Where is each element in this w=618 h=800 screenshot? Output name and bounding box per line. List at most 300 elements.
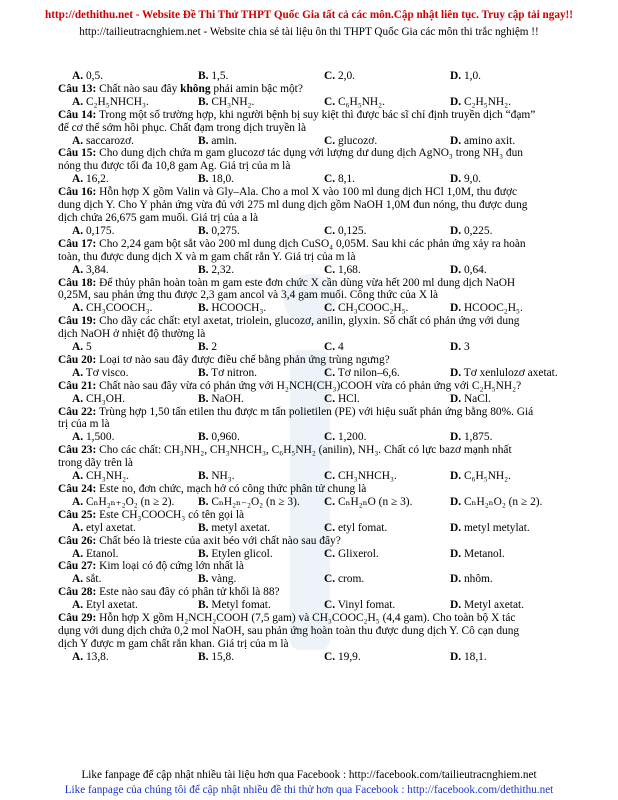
question-number: Câu 20: bbox=[58, 353, 97, 366]
question-number: Câu 14: bbox=[58, 108, 97, 121]
answer-option-text: NaOH. bbox=[211, 392, 244, 405]
answer-option-letter: C. bbox=[324, 263, 336, 276]
question-line bbox=[58, 186, 563, 199]
answer-option-text: 13,8. bbox=[85, 650, 109, 663]
answer-option-letter: B. bbox=[198, 70, 209, 82]
question-number: Câu 13: bbox=[58, 82, 97, 95]
answer-option-text: amin. bbox=[211, 134, 237, 147]
question-text-continued: để cơ thể sớm hồi phục. Chất đạm trong dịch truyền là bbox=[58, 121, 307, 134]
answer-option-text: 0,125. bbox=[337, 224, 367, 237]
question-text: Cho các chất: CH₃NH₂, CH₃NHCH₃, C₆H₅NH₂ (anilin), NH₃. Chất có lực bazơ mạnh nhất bbox=[96, 444, 512, 457]
answer-option-letter: C. bbox=[324, 547, 336, 560]
answer-option-letter: D. bbox=[450, 302, 462, 315]
question-number: Câu 18: bbox=[58, 276, 97, 289]
answer-option[interactable] bbox=[184, 96, 310, 109]
answer-option-text: 5 bbox=[85, 341, 92, 354]
question-line bbox=[58, 380, 563, 393]
question-text: Cho dung dịch chứa m gam glucozơ tác dụng với lượng dư dung dịch AgNO₃ trong NH₃ đun bbox=[96, 147, 523, 160]
answer-option-text: sắt. bbox=[85, 573, 102, 586]
answer-option-text: CH₃COOC₂H₅. bbox=[337, 302, 409, 315]
answer-option-letter: A. bbox=[72, 95, 84, 108]
answer-option-letter: C. bbox=[324, 599, 336, 612]
answer-option-text: CH₃COOCH₃. bbox=[85, 302, 153, 315]
answer-option-text: CₙH₂ₙ₋₂O₂ (n ≥ 3). bbox=[211, 495, 300, 508]
answer-option-letter: A. bbox=[72, 495, 84, 508]
answer-option-letter: B. bbox=[198, 650, 209, 663]
answer-option-text: 3 bbox=[463, 341, 470, 354]
answer-option-letter: D. bbox=[450, 341, 462, 354]
answer-option-letter: C. bbox=[324, 521, 336, 534]
answer-option[interactable] bbox=[436, 225, 562, 238]
answer-option-letter: C. bbox=[324, 341, 336, 354]
answer-option-text: C₆H₅NH₂. bbox=[463, 470, 511, 483]
question-line bbox=[58, 612, 563, 625]
answer-option-letter: B. bbox=[198, 95, 209, 108]
answer-option-letter: D. bbox=[450, 224, 462, 237]
answer-option-letter: A. bbox=[72, 70, 84, 82]
question-number: Câu 19: bbox=[58, 315, 97, 328]
header-link-dethithu[interactable]: http://dethithu.net - Website Đề Thi Thử THPT Quốc Gia tất cả các môn.Cập nhật liên tục. Truy cập tải ngay!! bbox=[44, 9, 573, 21]
answer-option[interactable] bbox=[184, 599, 310, 612]
answer-option[interactable] bbox=[436, 470, 562, 483]
exam-questions bbox=[58, 70, 563, 664]
answer-option-text: Metyl axetat. bbox=[463, 599, 525, 612]
answer-option[interactable] bbox=[310, 496, 436, 509]
answer-option[interactable] bbox=[184, 264, 310, 277]
answer-options-row bbox=[58, 135, 563, 148]
answer-option-text: saccarozơ. bbox=[85, 134, 135, 147]
answer-option-text: metyl metylat. bbox=[463, 521, 530, 534]
answer-option-text: Tơ xenlulozơ axetat. bbox=[463, 366, 558, 379]
answer-option-text: CₙH₂ₙO₂ (n ≥ 2). bbox=[463, 495, 543, 508]
answer-option[interactable] bbox=[436, 173, 562, 186]
answer-options-row bbox=[58, 548, 563, 561]
answer-option-text: 18,0. bbox=[211, 173, 235, 186]
answer-option[interactable] bbox=[58, 135, 184, 148]
answer-option[interactable] bbox=[58, 225, 184, 238]
answer-options-row bbox=[58, 173, 563, 186]
answer-option[interactable] bbox=[184, 548, 310, 561]
question-number: Câu 22: bbox=[58, 405, 97, 418]
answer-option-letter: D. bbox=[450, 70, 462, 82]
question-number: Câu 15: bbox=[58, 147, 97, 160]
answer-option-text: Etylen glicol. bbox=[211, 547, 273, 560]
answer-option[interactable] bbox=[436, 367, 562, 380]
question-line bbox=[58, 109, 563, 122]
answer-option-text: 16,2. bbox=[85, 173, 109, 186]
answer-option[interactable] bbox=[310, 367, 436, 380]
answer-option-text: nhôm. bbox=[463, 573, 493, 586]
question-number: Câu 24: bbox=[58, 483, 97, 495]
answer-option-letter: C. bbox=[324, 302, 336, 315]
answer-option[interactable] bbox=[184, 522, 310, 535]
answer-option[interactable] bbox=[58, 573, 184, 586]
answer-option-letter: D. bbox=[450, 431, 462, 444]
answer-option[interactable] bbox=[184, 367, 310, 380]
answer-option[interactable] bbox=[310, 264, 436, 277]
question-line bbox=[58, 483, 563, 496]
answer-option-text: crom. bbox=[337, 573, 365, 586]
answer-option[interactable] bbox=[58, 548, 184, 561]
answer-option-letter: A. bbox=[72, 470, 84, 483]
answer-option[interactable] bbox=[58, 96, 184, 109]
answer-option-letter: B. bbox=[198, 224, 209, 237]
answer-option-text: 1,875. bbox=[463, 431, 493, 444]
question-text-continued: dịch Y được m gam chất rắn khan. Giá trị của m là bbox=[58, 637, 289, 650]
answer-option-text: C₂H₅NH₂. bbox=[463, 95, 511, 108]
question-text: Chất béo là trieste của axit béo với chất nào sau đây? bbox=[96, 534, 341, 547]
answer-option[interactable] bbox=[58, 496, 184, 509]
answer-option-text: glucozơ. bbox=[337, 134, 378, 147]
answer-option-letter: B. bbox=[198, 573, 209, 586]
answer-option-text: vàng. bbox=[211, 573, 237, 586]
answer-option-text: 9,0. bbox=[463, 173, 482, 186]
answer-option[interactable] bbox=[310, 651, 436, 664]
answer-option[interactable] bbox=[436, 393, 562, 406]
answer-option[interactable] bbox=[184, 225, 310, 238]
answer-option-text: Tơ visco. bbox=[85, 366, 129, 379]
question-text: Cho 2,24 gam bột sắt vào 200 ml dung dịch CuSO₄ 0,05M. Sau khi các phản ứng xảy ra hoàn bbox=[96, 237, 526, 250]
answer-option-text: CₙH₂ₙ₊₂O₂ (n ≥ 2). bbox=[85, 495, 175, 508]
answer-option-letter: B. bbox=[198, 302, 209, 315]
answer-option-letter: C. bbox=[324, 573, 336, 586]
answer-option-letter: A. bbox=[72, 302, 84, 315]
question-keyword: không bbox=[180, 82, 211, 95]
answer-option-letter: A. bbox=[72, 431, 84, 444]
question-text-continued: nóng thu được tối đa 10,8 gam Ag. Giá trị của m là bbox=[58, 160, 291, 173]
answer-option-text: 1,5. bbox=[211, 70, 229, 82]
answer-option-letter: C. bbox=[324, 495, 336, 508]
question-number: Câu 29: bbox=[58, 612, 97, 625]
answer-option-text: Tơ nilon–6,6. bbox=[337, 366, 400, 379]
header-link-tailieutracnghiem[interactable]: http://tailieutracnghiem.net - Website chia sẻ tài liệu ôn thi THPT Quốc Gia các môn thi trắc nghiệm !! bbox=[79, 26, 539, 38]
answer-option-text: 0,175. bbox=[85, 224, 115, 237]
answer-option-letter: B. bbox=[198, 495, 209, 508]
answer-option-text: NH₃. bbox=[211, 470, 235, 483]
answer-option-text: 0,5. bbox=[85, 70, 104, 82]
question-line bbox=[58, 277, 563, 290]
answer-option[interactable] bbox=[310, 522, 436, 535]
answer-option-letter: A. bbox=[72, 366, 84, 379]
question-number: Câu 25: bbox=[58, 508, 97, 521]
answer-option-text: Etyl axetat. bbox=[85, 599, 138, 612]
answer-option[interactable] bbox=[58, 599, 184, 612]
answer-option[interactable] bbox=[58, 302, 184, 315]
answer-option-text: amino axit. bbox=[463, 134, 516, 147]
question-text: Loại tơ nào sau đây được điều chế bằng phản ứng trùng ngưng? bbox=[96, 353, 390, 366]
answer-option-text: HCOOC₂H₅. bbox=[463, 302, 523, 315]
answer-option-text: 3,84. bbox=[85, 263, 109, 276]
answer-option[interactable] bbox=[58, 393, 184, 406]
answer-option-text: CH₃NHCH₃. bbox=[337, 470, 397, 483]
question-number: Câu 17: bbox=[58, 237, 97, 250]
answer-option[interactable] bbox=[310, 548, 436, 561]
answer-option-letter: D. bbox=[450, 495, 462, 508]
answer-option-text: Tơ nitron. bbox=[211, 366, 257, 379]
answer-option[interactable] bbox=[58, 341, 184, 354]
question-number: Câu 21: bbox=[58, 379, 97, 392]
question-text-continued: toàn, thu được dung dịch X và m gam chất rắn Y. Giá trị của m là bbox=[58, 250, 356, 263]
answer-option-letter: D. bbox=[450, 95, 462, 108]
answer-option-text: 1,68. bbox=[337, 263, 361, 276]
answer-option[interactable] bbox=[436, 599, 562, 612]
answer-option-text: HCOOCH₃. bbox=[211, 302, 267, 315]
question-text: Kim loại có độ cứng lớn nhất là bbox=[96, 560, 244, 573]
answer-option[interactable] bbox=[436, 573, 562, 586]
answer-options-row bbox=[58, 573, 563, 586]
footer-facebook-link-dethithu[interactable]: Like fanpage của chúng tôi để cập nhật nhiều đề thi thử hơn qua Facebook : http://facebook.com/dethithu.net bbox=[64, 784, 554, 796]
question-text: Este nào sau đây có phân tử khối là 88? bbox=[96, 586, 280, 599]
question-text-continued: dung dịch Y. Cho Y phản ứng vừa đủ với 275 ml dung dịch gồm NaOH 1,0M đun nóng, thu được dung bbox=[58, 199, 528, 212]
answer-option[interactable] bbox=[436, 651, 562, 664]
answer-option[interactable] bbox=[436, 302, 562, 315]
answer-option-text: 2,0. bbox=[337, 70, 356, 82]
answer-option-text: 0,960. bbox=[211, 431, 240, 444]
answer-option-letter: B. bbox=[198, 521, 209, 534]
answer-option-letter: B. bbox=[198, 431, 209, 444]
answer-options-row bbox=[58, 341, 563, 354]
answer-option[interactable] bbox=[58, 70, 184, 83]
answer-option-letter: C. bbox=[324, 134, 336, 147]
answer-option-text: 0,64. bbox=[463, 263, 487, 276]
answer-option-letter: C. bbox=[324, 431, 336, 444]
question-number: Câu 23: bbox=[58, 444, 97, 457]
answer-option[interactable] bbox=[436, 496, 562, 509]
answer-option[interactable] bbox=[310, 431, 436, 444]
question-line bbox=[58, 83, 563, 96]
question-text-continued: trong dãy trên là bbox=[58, 457, 133, 470]
answer-option-letter: B. bbox=[198, 470, 209, 483]
answer-options-row bbox=[58, 496, 563, 509]
answer-option-text: 0,225. bbox=[463, 224, 493, 237]
answer-option-letter: C. bbox=[324, 70, 336, 82]
answer-option[interactable] bbox=[184, 470, 310, 483]
answer-option-text: 0,275. bbox=[211, 224, 240, 237]
answer-option[interactable] bbox=[184, 135, 310, 148]
answer-option-text: HCl. bbox=[337, 392, 360, 405]
answer-option[interactable] bbox=[436, 70, 562, 83]
question-text: Este CH₃COOCH₃ có tên gọi là bbox=[96, 508, 245, 521]
question-number: Câu 28: bbox=[58, 586, 97, 599]
question-line bbox=[58, 354, 563, 367]
answer-option-letter: A. bbox=[72, 392, 84, 405]
question-line bbox=[58, 444, 563, 457]
answer-option[interactable] bbox=[310, 225, 436, 238]
question-text-continued: dịch NaOH ở nhiệt độ thường là bbox=[58, 328, 206, 341]
answer-options-row bbox=[58, 264, 563, 277]
answer-option-letter: D. bbox=[450, 650, 462, 663]
answer-option-text: 1,200. bbox=[337, 431, 367, 444]
answer-option[interactable] bbox=[310, 599, 436, 612]
question-text: Để thủy phân hoàn toàn m gam este đơn chức X cần dùng vừa hết 200 ml dung dịch NaOH bbox=[96, 276, 516, 289]
answer-option[interactable] bbox=[310, 173, 436, 186]
answer-option-text: Glixerol. bbox=[337, 547, 379, 560]
answer-option-letter: A. bbox=[72, 521, 84, 534]
question-text: Chất nào sau đây vừa có phản ứng với H₂NCH(CH₃)COOH vừa có phản ứng với C₂H₅NH₂? bbox=[96, 379, 522, 392]
answer-option[interactable] bbox=[58, 651, 184, 664]
answer-option-letter: A. bbox=[72, 263, 84, 276]
answer-option-text: Etanol. bbox=[85, 547, 119, 560]
answer-option-letter: C. bbox=[324, 650, 336, 663]
answer-option-text: Metyl fomat. bbox=[211, 599, 271, 612]
answer-option-text: 1,500. bbox=[85, 431, 115, 444]
answer-option-letter: B. bbox=[198, 366, 209, 379]
answer-option-letter: A. bbox=[72, 650, 84, 663]
question-text: Trùng hợp 1,50 tấn etilen thu được m tấn polietilen (PE) với hiệu suất phản ứng bằng 80%. Giá bbox=[96, 405, 534, 418]
answer-option-text: 4 bbox=[337, 341, 344, 354]
answer-options-row bbox=[58, 470, 563, 483]
answer-option-letter: C. bbox=[324, 224, 336, 237]
answer-option-letter: D. bbox=[450, 366, 462, 379]
answer-option[interactable] bbox=[310, 393, 436, 406]
question-text: phải amin bậc một? bbox=[210, 82, 303, 95]
answer-option-text: CH₃NH₂. bbox=[85, 470, 130, 483]
answer-option-letter: B. bbox=[198, 547, 209, 560]
answer-option[interactable] bbox=[58, 431, 184, 444]
answer-options-row bbox=[58, 367, 563, 380]
answer-option-letter: B. bbox=[198, 599, 209, 612]
question-line bbox=[58, 238, 563, 251]
answer-option-letter: D. bbox=[450, 547, 462, 560]
answer-option[interactable] bbox=[436, 548, 562, 561]
answer-options-row bbox=[58, 431, 563, 444]
answer-option-letter: B. bbox=[198, 263, 209, 276]
answer-option-letter: A. bbox=[72, 573, 84, 586]
answer-option-letter: A. bbox=[72, 173, 84, 186]
answer-option-letter: C. bbox=[324, 470, 336, 483]
question-number: Câu 16: bbox=[58, 186, 97, 199]
answer-option-letter: D. bbox=[450, 173, 462, 186]
answer-option-text: 1,0. bbox=[463, 70, 482, 82]
answer-options-row bbox=[58, 599, 563, 612]
answer-option[interactable] bbox=[58, 522, 184, 535]
answer-option-text: 8,1. bbox=[337, 173, 356, 186]
answer-option[interactable] bbox=[184, 393, 310, 406]
answer-option[interactable] bbox=[184, 70, 310, 83]
question-text: Cho dãy các chất: etyl axetat, triolein, glucozơ, anilin, glyxin. Số chất có phản ứng với dung bbox=[96, 315, 520, 328]
answer-option-text: CₙH₂ₙO (n ≥ 3). bbox=[337, 495, 413, 508]
answer-option-letter: C. bbox=[324, 392, 336, 405]
answer-option-text: metyl axetat. bbox=[211, 521, 271, 534]
answer-option[interactable] bbox=[310, 470, 436, 483]
answer-option-letter: B. bbox=[198, 392, 209, 405]
answer-options-row bbox=[58, 302, 563, 315]
answer-option[interactable] bbox=[184, 431, 310, 444]
answer-option[interactable] bbox=[184, 573, 310, 586]
answer-options-row bbox=[58, 651, 563, 664]
answer-option[interactable] bbox=[310, 341, 436, 354]
answer-options-row bbox=[58, 393, 563, 406]
answer-option[interactable] bbox=[436, 264, 562, 277]
question-line bbox=[58, 560, 563, 573]
answer-option-text: NaCl. bbox=[463, 392, 491, 405]
question-text: Hỗn hợp X gồm Valin và Gly–Ala. Cho a mol X vào 100 ml dung dịch HCl 1,0M, thu được bbox=[96, 186, 518, 199]
question-number: Câu 27: bbox=[58, 560, 97, 573]
answer-option-text: C₂H₅NHCH₃. bbox=[85, 95, 149, 108]
answer-option[interactable] bbox=[58, 173, 184, 186]
answer-option[interactable] bbox=[184, 173, 310, 186]
question-line bbox=[58, 535, 563, 548]
question-line bbox=[58, 406, 563, 419]
answer-option-letter: A. bbox=[72, 134, 84, 147]
question-text: Chất nào sau đây bbox=[96, 82, 181, 95]
answer-option-letter: C. bbox=[324, 366, 336, 379]
answer-option[interactable] bbox=[58, 470, 184, 483]
answer-option-text: CH₃OH. bbox=[85, 392, 126, 405]
question-text-continued: trị của m là bbox=[58, 418, 110, 431]
answer-option-text: Vinyl fomat. bbox=[337, 599, 396, 612]
answer-option-letter: D. bbox=[450, 263, 462, 276]
answer-option-letter: B. bbox=[198, 341, 209, 354]
question-text-continued: 0,25M, sau phản ứng thu được 2,3 gam ancol và 3,4 gam muối. Công thức của X là bbox=[58, 289, 439, 302]
answer-option[interactable] bbox=[310, 573, 436, 586]
footer-facebook-link-tailieu[interactable]: Like fanpage để cập nhật nhiều tài liệu hơn qua Facebook : http://facebook.com/tailieutracnghiem.net bbox=[81, 769, 537, 781]
answer-option-letter: D. bbox=[450, 573, 462, 586]
answer-option-letter: A. bbox=[72, 224, 84, 237]
answer-option-text: 2,32. bbox=[211, 263, 235, 276]
answer-option[interactable] bbox=[184, 651, 310, 664]
answer-options-row bbox=[58, 225, 563, 238]
answer-option-text: Metanol. bbox=[463, 547, 505, 560]
question-text-continued: dụng với dung dịch chứa 0,2 mol NaOH, sau phản ứng hoàn toàn thu được dung dịch Y. Cô cạn dung bbox=[58, 624, 520, 637]
answer-option[interactable] bbox=[58, 264, 184, 277]
answer-option[interactable] bbox=[436, 135, 562, 148]
answer-option[interactable] bbox=[436, 431, 562, 444]
answer-option-letter: D. bbox=[450, 134, 462, 147]
answer-option-letter: B. bbox=[198, 134, 209, 147]
answer-option-text: etyl fomat. bbox=[337, 521, 388, 534]
answer-option-letter: B. bbox=[198, 173, 209, 186]
answer-option[interactable] bbox=[310, 302, 436, 315]
answer-option[interactable] bbox=[58, 367, 184, 380]
answer-option-letter: C. bbox=[324, 173, 336, 186]
answer-option[interactable] bbox=[184, 302, 310, 315]
answer-option[interactable] bbox=[436, 341, 562, 354]
answer-option-letter: A. bbox=[72, 547, 84, 560]
answer-option-letter: D. bbox=[450, 599, 462, 612]
answer-option-text: 2 bbox=[211, 341, 218, 354]
answer-option[interactable] bbox=[310, 70, 436, 83]
answer-option[interactable] bbox=[310, 135, 436, 148]
answer-option-letter: A. bbox=[72, 341, 84, 354]
answer-option-letter: A. bbox=[72, 599, 84, 612]
answer-option-text: CH₃NH₂. bbox=[211, 95, 255, 108]
question-number: Câu 26: bbox=[58, 534, 97, 547]
question-text: Hỗn hợp X gồm H₂NCH₂COOH (7,5 gam) và CH₃COOC₂H₅ (4,4 gam). Cho toàn bộ X tác bbox=[96, 612, 516, 625]
question-line bbox=[58, 315, 563, 328]
answer-options-row bbox=[58, 522, 563, 535]
answer-option-text: C₆H₅NH₂. bbox=[337, 95, 385, 108]
question-text: Trong một số trường hợp, khi người bệnh bị suy kiệt thì được bác sĩ chỉ định truyền dịch “đạm” bbox=[96, 108, 536, 121]
question-line bbox=[58, 147, 563, 160]
question-text-continued: dịch chứa 26,675 gam muối. Giá trị của a là bbox=[58, 211, 259, 224]
answer-option[interactable] bbox=[184, 341, 310, 354]
answer-option-text: 19,9. bbox=[337, 650, 361, 663]
answer-option[interactable] bbox=[436, 522, 562, 535]
answer-options-row bbox=[58, 96, 563, 109]
answer-option-letter: D. bbox=[450, 470, 462, 483]
answer-option-letter: D. bbox=[450, 392, 462, 405]
answer-option[interactable] bbox=[310, 96, 436, 109]
question-line bbox=[58, 586, 563, 599]
answer-option-text: 18,1. bbox=[463, 650, 487, 663]
answer-option[interactable] bbox=[436, 96, 562, 109]
answer-option[interactable] bbox=[184, 496, 310, 509]
question-text: Este no, đơn chức, mạch hở có công thức phân tử chung là bbox=[96, 483, 367, 495]
answer-option-text: 15,8. bbox=[211, 650, 235, 663]
answer-option-letter: D. bbox=[450, 521, 462, 534]
answer-option-text: etyl axetat. bbox=[85, 521, 136, 534]
